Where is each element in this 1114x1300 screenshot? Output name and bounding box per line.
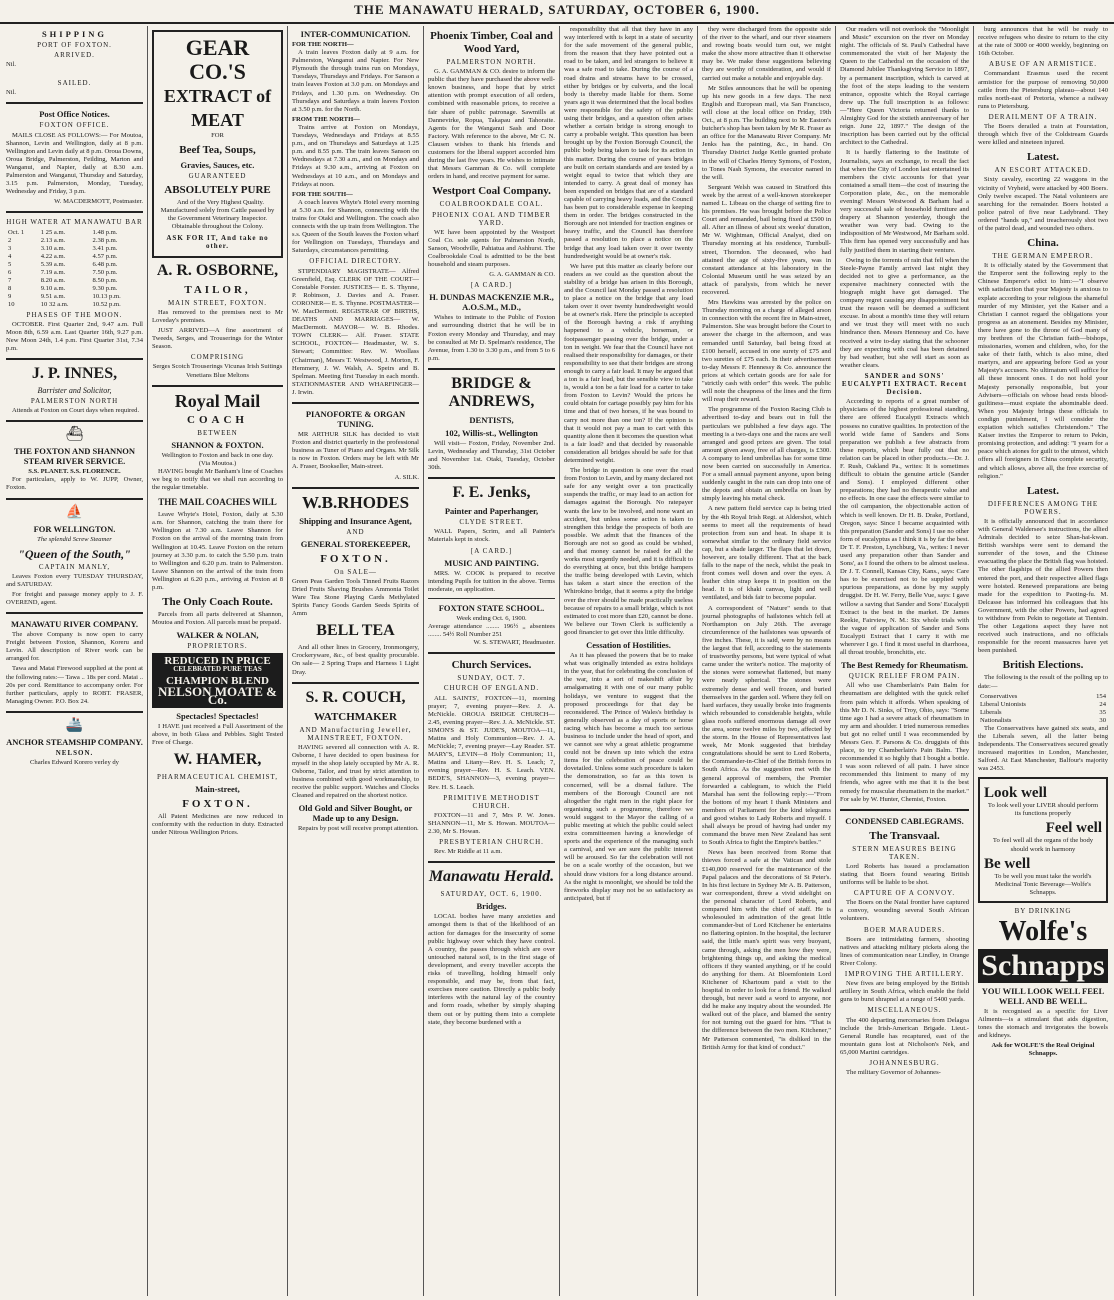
- be-well: Be well: [984, 855, 1031, 872]
- election-cell: 154: [1096, 692, 1106, 700]
- church-eng: CHURCH OF ENGLAND.: [443, 684, 540, 693]
- election-cell: Conservatives: [980, 692, 1018, 700]
- sander-title: SANDER and SONS' EUCALYPTI EXTRACT. Recent Decision.: [841, 371, 968, 397]
- phoenix-coal: PHOENIX COAL AND TIMBER YARD.: [432, 210, 551, 227]
- armistice-text: Commandant Erasmus used the recent armistice for the purpose of removing 50,000 cattle from the Pietersburg plateau—about 140 miles north-east of Pretoria, whence a railway runs to Pietersburg.: [978, 70, 1108, 110]
- moon-title: PHASES OF THE MOON.: [26, 310, 123, 319]
- storekeeper: GENERAL STOREKEEPER,: [300, 538, 411, 549]
- innes-text: Attends at Foxton on Court days when required.: [12, 407, 140, 415]
- church-title: Church Services.: [451, 659, 532, 672]
- marauders-text: Boers are intimidating farmers, shooting natives and attacking military pickets along the lines of communication near Lindley, in Orange River Colony.: [840, 935, 969, 967]
- bridge-andrews: BRIDGE & ANDREWS,: [448, 374, 535, 410]
- osborne-arrived: JUST ARRIVED—A fine assortment of Tweeds, Serges, and Trouserings for the Winter Season.: [152, 327, 283, 351]
- steamer-apply: For particulars, apply to W. JUPP, Owner, Foxton.: [6, 476, 143, 492]
- tide-cell: 4.22 a.m.: [40, 252, 66, 260]
- artillery-title: IMPROVING THE ARTILLERY.: [844, 970, 965, 979]
- mackenzie-text: Wishes to intimate to the Public of Foxton and surrounding district that he will be in Foxton every Monday and Thursday, and may be consulted at Mr D. Spelman's residence, The Avenue, from 1.30 to 3.30 p.m., and from 5 to 6 p.m.: [428, 314, 555, 362]
- gear-quality: And of the Very Highest Quality. Manufactured solely from Cattle passed by the Government Veterinary Inspector. Obtainable throughout the Colony.: [160, 199, 275, 231]
- osborne-street: MAIN STREET, FOXTON.: [167, 298, 268, 307]
- column-3: [288, 26, 424, 1296]
- from-north: FROM THE NORTH—: [292, 115, 360, 123]
- tide-cell: 9: [8, 292, 12, 300]
- tide-row: [6, 237, 143, 245]
- sailed-heading: SAILED.: [57, 79, 92, 88]
- rates-text: Tawa and Matai Firewood supplied at the pont at the following rates:— Tawa .. 18s per cord. Matai .. 20s per cord. Remittance to accompany order. For further particulars, apply to ROBT. FRASER, Managing Owner. P.O. Box 24.: [6, 665, 143, 705]
- on-sale: On SALE—: [334, 567, 377, 576]
- column-8: [974, 26, 1112, 1296]
- sailed-value: Nil.: [6, 89, 17, 97]
- osborne-name: A. R. OSBORNE,: [156, 261, 279, 279]
- jeweller: AND Manufacturing Jeweller, MAINSTREET, FOXTON.: [299, 725, 412, 742]
- election-table: [978, 693, 1108, 725]
- moon-text: OCTOBER. First Quarter 2nd, 9.47 a.m. Full Moon 8th, 6.59 a.m. Last Quarter 16th, 9.27 p.m. New Moon 24th, 1.4 p.m. First Quarter 31st, 7.34 p.m.: [6, 320, 143, 352]
- couch-text: HAVING severed all connection with A. R. Osborne, I have decided to open business for myself in the shop lately occupied by Mr A. R. Osborne, Tailor, and trust by strict attention to business combined with good workmanship, to receive the public support. Watches and Clocks Cleaned and repaired on the shortest notice.: [292, 743, 419, 800]
- gear-ask: ASK FOR IT, And take no other.: [166, 233, 269, 250]
- nelson-heading: NELSON.: [55, 748, 94, 757]
- news-b-text-3: Owing to the torrents of rain that fell when the Steele-Payne Family arrived last night they decided not to give a performance, as the expensive machinery connected with the biograph might have got damaged. The company regret causing any disappointment but trust the reason will be deemed a sufficient excuse. In about a month's time they will return and we trust they will meet with no such hindrance then. Messrs Hennessy and Co. have received a wire to-day stating that the schooner they are expecting with coal has been detained by bad weather, but she will start as soon as weather clears.: [840, 256, 969, 369]
- tide-title: HIGH WATER AT MANAWATU BAR: [6, 218, 143, 227]
- presb-text: Rev. Mr Riddle at 11 a.m.: [434, 848, 503, 856]
- to-look: To look well your LIVER should perform its functions properly: [987, 802, 1099, 818]
- column-4: [424, 26, 560, 1296]
- via-moutoa: (Via Moutoa.): [198, 459, 237, 467]
- latest-title: Latest.: [1026, 151, 1060, 164]
- tide-cell: 9.30 p.m.: [92, 284, 118, 292]
- church-text: ALL SAINTS', FOXTON—11, morning prayer; 7, evening prayer—Rev. J. A. McNickle. OROUA BRIDGE CHURCH—2.45, evening prayer—Rev. J. A. McNickle. ST. SIMON'S & ST. JUDE'S, MOUTOA—11, Matins and Holy Communion—Rev. J. A. McNickle; 7, evening prayer—Lay Reader. ST. MARY'S, LEVIN—8 Holy Communion; 11, Matins and Litany—Rev. H. S. Leach; 7, evening prayer—Rev. H. S. Leach. VEN. BEDE'S, SHANNON—3, evening prayer—Rev. H. S. Leach.: [428, 694, 555, 791]
- phoenix-place: PALMERSTON NORTH.: [446, 58, 537, 66]
- tide-cell: 8.20 a.m.: [40, 276, 66, 284]
- official-directory: OFFICIAL DIRECTORY.: [309, 257, 402, 266]
- tide-cell: 10.13 p.m.: [92, 292, 121, 300]
- tide-cell: 10 32 a.m.: [40, 300, 69, 308]
- phoenix-text: G. A. GAMMAN & CO. desire to inform the public that they have purchased the above well-known business, and hope that by strict attention with prompt execution of all orders, combined with reasonable prices, to receive a fair share of public patronage. Sawmills at Dannevirke, Ropua, Takapau and Tahoraite. Agents for the Wanganui Sash and Door Factory. With reference to the above, Mr C. N. Clausen wishes to thank his friends and customers for the liberal support accorded him during the last five years. He wishes to intimate that Messrs Gamman & Co. will complete orders in hand, and receive payment for same.: [428, 68, 555, 181]
- gamman: G. A. GAMMAN & CO.: [489, 271, 555, 279]
- you-will: YOU WILL LOOK WELL FEEL WELL AND BE WELL.: [981, 985, 1105, 1006]
- card-label-2: [A CARD.]: [470, 546, 513, 555]
- steamer-title: THE FOXTON AND SHANNON STEAM RIVER SERVICE.: [14, 446, 135, 467]
- election-row: [978, 693, 1108, 701]
- marauders-title: BOER MARAUDERS.: [863, 925, 946, 934]
- tailor: TAILOR,: [184, 283, 251, 296]
- card-label: [A CARD.]: [470, 281, 513, 290]
- election-cell: 30: [1099, 716, 1106, 724]
- tide-cell: 7.19 a.m.: [40, 268, 66, 276]
- phoenix-title: Phoenix Timber, Coal and Wood Yard,: [430, 30, 553, 55]
- for-wellington: FOR WELLINGTON.: [33, 523, 116, 534]
- piano-text: MR ARTHUR SILK has decided to visit Foxton and district quarterly in the professional business as Tuner of Piano and Organs. Mr Silk is now in Foxton. Orders may be left with Mr A. Fraser, Bookseller, Main-street.: [292, 431, 419, 471]
- news-text-3: Sergeant Welsh was caused in Stratford this week by the arrest of a well-known storekeeper named L. Libeau on the charge of setting fire to his premises. He was brought before the Police Court and remanded, bail being fixed at £500 in all. After an illness of about six weeks' duration, Mr W. Wightman, Official Analyst, died on Thursday morning at his residence, Turnbull-street, Thorndon. The deceased, who had attained the age of sixty-five years, was in constant attendance at his laboratory in the Colonial Museum until he was seized by an attack of paralysis, from which he never recovered.: [702, 183, 831, 296]
- tide-cell: 5.39 a.m.: [40, 260, 66, 268]
- postmaster: W. MACDERMOTT, Postmaster.: [54, 198, 143, 206]
- methodist-text: FOXTON—11 and 7, Mrs P. W. Jones. SHANNON—11, Mr S. Howan. MOUTOA—2.30, Mr S. Howan.: [428, 811, 555, 835]
- tide-cell: 3.41 p.m.: [92, 244, 118, 252]
- bridges-title: Bridges.: [476, 901, 507, 912]
- mails-text: MAILS CLOSE AS FOLLOWS:— For Moutoa, Shannon, Levin and Wellington, daily at 8 p.m. Wellington and Levin daily at 8 p.m. Oroua Downs, Oroua Bridge, Palmerston, Feilding, Marton and Wanganui, and Napier, daily at 8.30 a.m. Palmerston and Wanganui, Thursday and Saturday, 3.15 p.m. Palmerston, Monday, Tuesday, Wednesday and Friday, 3 p.m.: [6, 131, 143, 196]
- jenks-text: WALL Papers, Scrim, and all Painter's Materials kept in stock.: [428, 528, 555, 544]
- river-company: MANAWATU RIVER COMPANY.: [10, 619, 139, 630]
- post-office-title: Post Office Notices.: [39, 109, 110, 120]
- tide-cell: 3: [8, 244, 12, 252]
- derail-text: The Boers derailed a train at Fourstation, through which five of the Coldstream Guards were killed and nineteen injured.: [978, 123, 1108, 147]
- herald-date: SATURDAY, OCT. 6, 1900.: [440, 890, 543, 899]
- for-label: FOR: [211, 132, 224, 139]
- repairs: Repairs by post will receive prompt attention.: [298, 825, 419, 833]
- tide-row: [6, 301, 143, 309]
- splendid: The splendid Screw Steamer: [37, 535, 112, 543]
- north-text: A train leaves Foxton daily at 9 a.m. for Palmerston, Wanganui and Napier. For New Plymouth the through trains run on Mondays, Tuesdays, Thursdays and Fridays. For Sanson a train leaves Foxton at 3.0 p.m. on Mondays and Fridays, and 1.30 p.m. on Wednesday. On Thursdays and Saturdays a train leaves Foxton at 3.50 p.m. for the North.: [292, 49, 419, 113]
- queen-title: "Queen of the South,": [18, 546, 131, 561]
- news-b-text-1: Our readers will not overlook the "Moonlight and Music" excursion on the river on Monday night. The officials of St. Paul's Cathedral have commemorated the visit of her Majesty the Queen to the Cathedral on the occasion of the Diamond Jubilee Thanksgiving Service in 1897, by a permanent inscription, which is carved at the foot of the steps leading to the western entrance, opposite which the Royal carriage drew up. The full inscription is as follows:—"Here Queen Victoria returned thanks to Almighty God for the sixtieth anniversary of her reign. June 22, 1897." The design of the inscription has been carried out by the official architect to the Cathedral.: [840, 26, 969, 147]
- hamer-foxton: FOXTON.: [182, 798, 253, 811]
- tide-cell: 6.48 p.m.: [92, 260, 118, 268]
- sander-text: According to reports of a great number of physicians of the highest professional standing, there are offered Eucalypti Extracts which possess no curative qualities. In protection of the world wide fame of Sanders and Sons preparation we publish a few abstracts from these reports, which bear fully out that no relation can be placed in other products.—Dr. J. F. Rush, Oakland Pa., writes: It is sometimes difficult to obtain the genuine article (Sander and Sons). I employed different other preparations; they had no therapeutic value and no effects. In one case the effects were similar to the oil campanion, the objectionable action of which is well known. Dr H. B. Drake, Portland, Oregon, says: Since I became acquainted with this preparation (Sander and Sons) I use no other form of eucalyptus as I think it is by far the best. Dr T. F. Preston, Lynchburg, Va., writes: I never used any preparation other than Sander and Sons', as I found the others to be almost useless. Dr J. T. Connell, Kansas City, Kans., says: Care has to be exercised not to be supplied with spurious preparations, as done by my supply druggist. Dr H. W. Ferry, Belle Vue, says: I gave willow a saving that Sander and Sons' Eucalypti Extract is the best in the market. Dr James Reekie, Fairview, N. M.: Six whole trials with the vague of application of Sander and Sons Eucalypti Extract that I carry it with me wherever I go. I find it most useful in diarrhoea, all throat trouble, bronchitis, etc.: [840, 398, 969, 657]
- article-text-3: The bridge in question is one over the road from Foxton to Levin, and by many declared not safe for any weight over a ton practically suspends the traffic, or may lead to an action for damages against the Borough. No ratepayer wants the law to be involved, and none want an accident, but unless some action is taken to strengthen this bridge the prospects of both are possible. We admit that the finances of the Borough are not so good as could be wished, and that money cannot be raised for all the works most urgently needed, and it is difficult to do everything at once, but this bridge hampers the traffic being developed with Levin, which has taken a start since the erection of the Whirokino bridge, that it seems a pity the bridge over the river should be made practically useless because of repairs to a small bridge, which is not estimated to cost more than £20, cannot be done. We believe our Town Clerk is sufficiently a good financier to get over this little difficulty.: [564, 467, 693, 636]
- tea-text: CELEBRATED PURE TEAS: [173, 665, 262, 674]
- rhodes-and: AND: [346, 527, 365, 536]
- election-cell: 24: [1099, 700, 1106, 708]
- wolfe-title: Wolfe's: [998, 915, 1088, 947]
- remedy-text: All who use Chamberlain's Pain Balm for rheumatism are delighted with the quick relief from pain which it affords. When speaking of this Mr D. N. Sinks, of Troy, Ohio, says: "Some time ago I had a severe attack of rheumatism in my arm and shoulder. I tried numerous remedies but got no relief until I was recommended by Messrs Geo. F. Parsons & Co. druggists of this place, to try Chamberlain's Pain Balm. They recommended it so highly that I bought a bottle. I was soon relieved of all pain. I have since recommended this liniment to many of my friends, who agree with me that it is the best remedy for muscular rheumatism in the market." For sale by W. Hunter, Chemist, Foxton.: [840, 682, 969, 803]
- tea-banner: REDUCED IN PRICE: [164, 655, 271, 668]
- tide-row: [6, 229, 143, 237]
- methodist: PRIMITIVE METHODIST CHURCH.: [443, 793, 540, 810]
- election-cell: Liberal Unionists: [980, 700, 1026, 708]
- news-text-1: they were discharged from the opposite side of the river to the wharf, and our river steamers and rowing boats would turn out, we might make the show more attractive than it otherwise may be. We make these suggestions believing they are worthy of consideration, and would if carried out make a notable and enjoyable day.: [702, 26, 831, 82]
- beef-tea: Beef Tea, Soups,: [179, 144, 256, 157]
- arrived-value: Nil.: [6, 61, 17, 69]
- attendance: Average attendance ........ 196½ ,, absentees ........ 54½ Roll Number 251: [428, 623, 555, 639]
- bell-text: And all other lines in Grocery, Ironmongery, Crockeryware, &c., of best quality procurable. On sale— 2 Spring Traps and Harness 1 Light Dray.: [292, 644, 419, 676]
- article-text-2: We have put this matter as clearly before our readers as we could as the question about the stability of a bridge has arisen in this Borough, and the Council last Monday passed a resolution to place a notice on the bridge that any load taken over it over twenty hundredweight would be at owner's risk. Here the principle is accepted of the Borough having a risk if anything happened to a vehicle, horseman, or footpassenger passing over the bridge, under a ton in weight. We fear that the Council have not realised their responsibility for damages, or their responsibility to see that their bridges are strong enough to carry a fair load. It may be argued that a ton is a fair load, but the sensible view to take is, would a ton be a fair load for a carter to take from Foxton to Levin? Would the prices he could obtain for cartage possibly pay him for his time and that of two horses, if he was bound to carry not more than one ton? If the opinion is that it would not pay a man to cart with this quantity alone then it becomes the question what is a fair load? and that decided by reasonable consideration all bridges should be safe for that determined weight.: [564, 262, 693, 464]
- tide-row: [6, 245, 143, 253]
- post-office-sub: FOXTON OFFICE.: [39, 121, 110, 130]
- news-text-2: Mr Stiles announces that he will be opening up his new goods in a few days. The next English and European mail, via San Francisco, will close at the local office on Friday, 19th Oct., at 8 p.m. The building next to Mr Easton's butcher's shop has been taken by Mr R. Fraser as an office for the Manawatu River Company. Mr Jenks has the painting, &c., in hand. On Thursday District Judge Kettle granted probate in the will of Charles Henry Symons, of Foxton, to Tones Nash Symons, the executor named in the will.: [702, 84, 832, 181]
- church-date: SUNDAY, OCT. 7.: [457, 674, 526, 683]
- tide-cell: 3.10 a.m.: [40, 244, 66, 252]
- pure: ABSOLUTELY PURE: [164, 184, 271, 197]
- nelson-moate: NELSON MOATE & Co.: [158, 683, 277, 707]
- convoy-text: The Boers on the Natal frontier have captured a convoy, wounding several South African volunteers.: [840, 899, 969, 923]
- herald-title: Manawatu Herald.: [428, 868, 555, 886]
- tide-row: [6, 293, 143, 301]
- spectacles: Spectacles! Spectacles!: [176, 710, 259, 721]
- mackenzie-name: H. DUNDAS MACKENZIE M.R., A.O.S.M., M.D.,: [429, 292, 554, 313]
- between: BETWEEN: [197, 428, 238, 437]
- comprising: COMPRISING: [190, 353, 245, 362]
- walker-nolan: WALKER & NOLAN,: [176, 630, 259, 641]
- painter: Painter and Paperhanger,: [444, 506, 539, 517]
- schnapps-text: It is recognised as a specific for Liver Ailments—is a stimulant that aids digestion, tones the stomach and invigorates the bowels and kidneys.: [978, 1007, 1108, 1040]
- rhodes-sub: Shipping and Insurance Agent,: [299, 515, 412, 526]
- extract-title: EXTRACT of MEAT: [163, 86, 272, 130]
- look-well: Look well: [984, 785, 1047, 802]
- proprietors: PROPRIETORS.: [187, 642, 248, 651]
- guaranteed: GUARANTEED: [188, 172, 247, 181]
- tide-cell: 5: [8, 260, 12, 268]
- election-row: [978, 701, 1108, 709]
- port-heading: PORT OF FOXTON.: [37, 41, 112, 49]
- coach-heading: COACH: [187, 413, 248, 426]
- news-text-6: A new pattern field service cap is being tried by the 4th Royal Irish Regt. at Aldershot, which seems to meet all the requirements of head protection from sun and heat. In shape it is somewhat similar to the ordinary field service cap, but a shade larger. The flaps that let down, however, are totally different. That at the back falls to the nape of the neck, whilst the peak in front comes well down and over the eyes. A leather chin strap keeps it in position on the head. It is of khaki canvas, light and well ventilated, and bids fair to become popular.: [702, 505, 831, 602]
- news-b-text-2: It is hardly flattering to the Institute of Journalists, says an exchange, to recall the fact that when the City of London last entertained its members the civic accounts for that year contained a small item—the cost of insuring the Corporation plate, &c., on the memorable evening! Messrs Westwood & Barham had a very successful sale of household furniture and drapery at Shannon yesterday, though the weather was very bad. Owing to the indisposition of Mr Westwood, Mr Barham sold. This firm has opened very successfully and has fully justified them in starting their venture.: [840, 149, 969, 254]
- music-text: MRS. W. COOK is prepared to receive intending Pupils for tuition in the above. Terms moderate, on application.: [428, 569, 555, 593]
- feel-well: Feel well: [1045, 820, 1102, 837]
- mail-coaches: THE MAIL COACHES WILL: [158, 497, 277, 508]
- tide-row: [6, 261, 143, 269]
- anchor-tail: Charles Edward Korero verley dy: [30, 759, 119, 767]
- stewart: W. S. STEWART, Headmaster.: [473, 639, 555, 647]
- captain: CAPTAIN MANLY,: [38, 562, 111, 571]
- misc-text: The 400 departing mercenaries from Delagoa include the Irish-American Brigade. Lieut.-General Rundle has recaptured, east of the mountain guns lost at Nicholson's Nek, and 65,000 Martini cartridges.: [840, 1016, 969, 1056]
- news-text-7: A correspondent of "Nature" sends to that journal photographs of hailstones which fell at Northampton on July 26th. The average circumference of the hailstones was upwards of five inches. These, it is said, were by no means the largest that fell, according to the statements of trustworthy persons, but were typical of what came under the writer's notice. The majority of the stones were somewhat flattened, but many were nearly spherical. The stones were extremely dense and well frozen, and buried themselves in the garden soil. Where they fell on hard surfaces, they usually broke into fragments which rebounded to considerable heights, while glass roofs suffered enormous damage all over the area, some twelve miles by two, affected by the storm. In the House of Representatives last week, Mr Monk suggested that birthday congratulations should be sent to Lord Roberts, the Commander-in-Chief of the British forces in South Africa. As the suggestion met with the general approval of members, the Premier forwarded a cablegram, to which the Field Marshal has sent the following reply:—"From the bottom of my heart I thank Ministers and members of Parliament for the kind telegrams and good wishes to Lady Roberts and myself. I shall always be proud of having had under my command the brave men New Zealand has sent to South Africa to fight the Empire's battles.": [702, 604, 831, 847]
- tide-cell: 4: [8, 252, 12, 260]
- coach-text: Wellington to Foxton and back in one day.: [161, 451, 274, 459]
- tide-cell: 8: [8, 284, 12, 292]
- misc-title: MISCELLANEOUS.: [867, 1006, 942, 1015]
- column-6: [698, 26, 836, 1296]
- column-7: [836, 26, 974, 1296]
- mail-text: Leave Whyte's Hotel, Foxton, daily at 5.30 a.m. for Shannon, catching the train there for Wellington at 7.30 a.m. Leave Shannon for Foxton on the arrival of the morning train from Wellington at 10.45. Leave Foxton on the return journey at 3.30 p.m. to catch the 5.50 p.m. train to Wellington and 6.20 p.m. train to Palmerston. Leave Shannon on the arrival of the train from Wellington at 6.20 p.m., arriving at Foxton at 8 p.m.: [152, 511, 283, 591]
- dentists: DENTISTS,: [469, 414, 514, 425]
- champion: CHAMPION BLEND: [166, 674, 269, 687]
- article-text-1: responsibility that all that they have in any way interfered with is kept in a state of security for the safe movement of the general public, from the reason that they have pointed out a road to be taken, and led strangers to believe it was a safe road to take. During the course of a road drains and streams have to be crossed, either by bridges or by culverts, and the local body is thereby made liable for them. Some years ago it was determined that the local bodies were responsible for the safety of the public using their bridges, and a question often arises whether a certain bridge is strong enough to carry a probable weight. This question has been brought up by the Foxton Borough Council, the public body being taken to task for its action in this matter. During the course of years bridges are built on certain standards and are tested by a weight equal to twice that which they are intended to carry. A great deal of money has been expended on bridges that are of a standard capable of carrying heavy loads, and the Council has been put to considerable expense in keeping them in order. The bridges constructed in the Borough are not intended for traction engines or heavy traffic, and the Council has therefore passed a resolution to place a notice on the bridge that any load taken over it over twenty hundredweight would be at owner's risk.: [564, 26, 693, 260]
- tide-cell: 7.50 p.m.: [92, 268, 118, 276]
- jo-title: JOHANNESBURG.: [869, 1058, 940, 1067]
- tide-row: [6, 269, 143, 277]
- tea-ad: [152, 653, 283, 707]
- anchor-ship-icon: 🚢: [65, 717, 84, 733]
- leaves-text: Leaves Foxton every TUESDAY THURSDAY, and SATURDAY.: [6, 572, 143, 588]
- column-5: [560, 26, 698, 1296]
- westport-text: WE have been appointed by the Westport Coal Co. sole agents for Palmerston North, Sanson, Woodville, Pahiatua and Ashhurst. The Coalbrookdale Coal is admitted to be the best household and steam purposes.: [428, 228, 555, 269]
- column-2: [148, 26, 288, 1296]
- hamer-name: W. HAMER,: [173, 751, 262, 769]
- column-1: [2, 26, 148, 1296]
- arrived-heading: ARRIVED.: [54, 51, 95, 60]
- music-title: MUSIC AND PAINTING.: [444, 557, 539, 568]
- tide-cell: 2.38 p.m.: [92, 236, 118, 244]
- tide-cell: 1 25 a.m.: [40, 228, 66, 236]
- bridges-text: LOCAL bodies have many anxieties and amongst them is that of the likelihood of an action for damages for the insecurity of some public highway over which they have control. A country, the passes through which are over untouched natural soil, is in the first stage of development, and every traveller accepts the risks of travelling, holding himself only responsible, and may be, from that fact, exercises more caution. Directly a public body interferes with the natural lay of the country and form roads, whether by simply shaping them out or by putting them into a complete state, they become burdened with a: [428, 913, 555, 1026]
- hamer-chemist: PHARMACEUTICAL CHEMIST,: [156, 773, 278, 782]
- rhodes-title: W.B.RHODES: [301, 492, 410, 512]
- tide-cell: 4.57 p.m.: [92, 252, 118, 260]
- quick-relief: QUICK RELIEF FROM PAIN.: [848, 672, 961, 681]
- emperor-text: It is officially stated by the Government that the Emperor sent the following reply to the Chinese Emperor's edict to him:—"I observe with satisfaction that your Majesty is anxious to explate according to your religious the shameful murder of my Minister, yet the Kaiser and a Christian I cannot regard the obligations your progress as an atonement. Besides my Minister, there have gone to the throne of God many of my brethren of the Christian faith—bishops, missionaries, women and children, who, for the sake of their faith, which is also mine, died martyrs, and are appearing before God as your Majesty's accusers. No ultimatum will suffice for all these innocent ones. I do not hold your Majesty personally responsible, but your Advisers—officials on whose head rests blood-guiltiness—must expiate the abominable deed. When you Majesty brings these officials to condign punishment, I will consider the expiation which satisfies Christendom." The Kaiser invites the Emperor to return to Pekin, promising protection, and adding: "I yearn for a peace which atones for guilt to the utmost, which offers all foreigners in China complete security, and which allows, above all, the free exercise of religion.": [978, 262, 1108, 480]
- ship-icon: ⛵: [65, 504, 84, 520]
- couch-name: S. R. COUCH,: [305, 688, 406, 706]
- bridge-text: Will visit— Foxton, Friday, November 2nd. Levin, Wednesday and Thursday, 31st October and November 1st. Otaki, Tuesday, October 30th.: [428, 439, 555, 472]
- masthead: THE MANAWATU HERALD, SATURDAY, OCTOBER 6, 1900.: [0, 0, 1114, 24]
- to-feel: To feel well all the organs of the body should work in harmony: [992, 837, 1094, 853]
- differences-text: It is officially announced that in accordance with General Waldersee's instructions, the allied Admirals decided to seize Shan-hai-kwan. British warships were sent to demand the surrender of the town, and the Chinese evacuating the place the British flag was hoisted. The other flagships of the allied Powers then entered the port, and their respective allied flags were hoisted. Renewed preparations are being made for the expedition to Paoting-fu. M. Delcasse has informed his colleagues that his Government, with the other Powers, had agreed to withdraw from Pekin to negotiate at Tientsin. The other Legations aspect they have not received such instructions, and no officials responsible for the recent massacres have yet been punished.: [978, 517, 1108, 655]
- patent-text: All Patent Medicines are now reduced in conformity with the reduction in duty. Extracted under Nitrous Wellington Prices.: [152, 813, 283, 837]
- cessation-title: Cessation of Hostilities.: [586, 640, 671, 651]
- tide-cell: 1.48 p.m.: [92, 228, 118, 236]
- presbyterian: PRESBYTERIAN CHURCH.: [439, 838, 544, 847]
- shipping-heading: SHIPPING: [41, 29, 108, 39]
- article-text-4: As it has pleased the powers that be to make what was originally intended as extra holidays in the year, that for celebrating the conclusion of the war, into a sort of makeshift affair by amalgamating it with one of our many public holidays, we venture to suggest that the proposed proceedings for that day be reconsidered. The Prince of Wales's birthday is generally observed as a day of sports or horse racing which has become a much too serious business to include under the head of sport, and we cannot see why a great athletic programme could not be drawn up into which the extra items for the celebration of peace could be dovetailed. Unless some such procedure is taken the demonstration, so far as this town is concerned, will be a dismal failure. The members of the Borough Council are not altogether the right men in the right place for organising such a programme, therefore we would suggest to the Mayor the calling of a public meeting at which the public could select extra committeemen having a knowledge of sports and the experience of the managing such a carnival, and we are sure the public interest will be aroused. So far the celebration will not be on a scale worthy of the occasion, but we should draw visitors for a long distance around. As the night is moonlight, we should be told the fireworks display may not be so satisfactory as anticipated, but if: [564, 652, 693, 902]
- schnapps-title: Schnapps: [978, 949, 1108, 983]
- jo-text: The military Governor of Johannes-: [846, 1069, 941, 1077]
- bell-tea: BELL TEA: [316, 622, 395, 640]
- elections-title: British Elections.: [1002, 659, 1084, 672]
- transvaal-title: The Transvaal.: [869, 829, 940, 842]
- condensed-title: CONDENSED CABLEGRAMS.: [845, 815, 964, 826]
- silk: A. SILK.: [394, 473, 419, 481]
- tide-cell: 2: [8, 236, 12, 244]
- jo-continued: burg announces that he will be ready to receive refugees who desire to return to the city at the rate of 3000 or 4000 weekly, beginning on 16th October.: [978, 26, 1108, 58]
- convoy-title: CAPTURE OF A CONVOY.: [853, 889, 956, 898]
- for-north: FOR THE NORTH—: [292, 41, 354, 48]
- election-cell: Liberals: [980, 708, 1002, 716]
- tide-cell: Oct. 1: [8, 228, 25, 236]
- anchor-company: ANCHOR STEAMSHIP COMPANY.: [6, 736, 143, 747]
- tide-cell: 10.52 p.m.: [92, 300, 121, 308]
- derail-title: DERAILMENT OF A TRAIN.: [988, 112, 1098, 121]
- directory-text: STIPENDIARY MAGISTRATE— Alfred Greenfield, Esq. CLERK OF THE COURT— Constable Forster. JUSTICES— E. S. Thynne, P. Robinson, J. Davies and A. Fraser. CORONER— E. S. Thynne. POSTMASTER— W. MacDermott. REGISTRAR OF BIRTHS, DEATHS AND MARRIAGES— W. MacDermott. MAYOR— W. B. Rhodes. TOWN CLERK— Alf. Fraser. STATE SCHOOL, FOXTON— Headmaster, W. S. Stewart; Committee: Rev. W. Woollass (Chairman), Messrs T. Westwood, J. Morton, F. Hemmery, J. W. Walsh, A. Speirs and B. Spelman. Meeting first Tuesday in each month. STATIONMASTER AND WHARFINGER— J. Irwin.: [292, 267, 419, 396]
- only-coach: The Only Coach Route.: [162, 596, 273, 609]
- innes-title: Barrister and Solicitor,: [37, 385, 112, 395]
- remedy-title: The Best Remedy for Rheumatism.: [840, 660, 969, 671]
- tide-cell: 7: [8, 276, 12, 284]
- freight-text: For freight and passage money apply to J. F. OVEREND, agent.: [6, 590, 143, 606]
- elections-text: The following is the result of the polling up to date:—: [978, 674, 1108, 690]
- clyde: CLYDE STREET.: [459, 518, 524, 527]
- osborne-text: Has removed to the premises next to Mr Loveday's premises.: [152, 308, 283, 324]
- goods-list: Serges Scotch Trouserings Vicunas Irish Suitings Venetians Blue Meltons: [152, 363, 283, 379]
- schnapps-ask: Ask for WOLFE'S the Real Original Schnapps.: [991, 1042, 1095, 1058]
- from-north-text: Trains arrive at Foxton on Mondays, Tuesdays, Wednesdays and Fridays at 8.55 p.m., and on Thursdays and Saturdays at 1.25 p.m. and 8.55 p.m. The train leaves Sanson on Wednesdays at 7.30 a.m., and on Mondays and Fridays at 9.30 a.m., arriving at Foxton on Wednesdays at 10 a.m., and on Mondays and Fridays at noon.: [292, 123, 419, 188]
- election-row: [978, 717, 1108, 725]
- state-school: FOXTON STATE SCHOOL.: [438, 602, 545, 613]
- westport-title: Westport Coal Company.: [432, 185, 551, 198]
- tide-cell: 9.10 a.m.: [40, 284, 66, 292]
- coalbrookdale: COALBROOKDALE COAL.: [439, 200, 544, 209]
- tide-cell: 10: [8, 300, 15, 308]
- by-drinking: BY DRINKING: [1014, 906, 1072, 915]
- tide-cell: 8.50 p.m.: [92, 276, 118, 284]
- news-text-8: News has been received from Rome that thieves forced a safe at the Vatican and stole £140,000 reserved for the maintenance of the Papal palaces and the decorations of St Peter's. In his first lecture in Sydney Mr A. B. Patterson, war correspondent, threw a vivid sidelight on the personal character of Lord Roberts, and compared him with the chief of staff. He is wholesouled in admiration of the great little commander-but of Lord Kitchener he entertains no flattering opinion. In the hospital, the lecturer said, the little man's spirit was very buoyant, came through, asking the men how they were, brightening things up, and asking the medical officers if they wanted anything, or if he could do anything for them. At Bloemfontein Lord Kitchener of Khartoum paid a visit to the hospital in order to look for a friend. He walked through, but never said a word to anyone, nor did he make any inquiry about the wounded. He walked out of the place, and blamed the sentry for not turning out the guard for him. "That is the difference between the two men. Kitchener," Mr Patterson commented, "is disliked in the British Army for that kind of conduct.": [702, 849, 831, 1051]
- piano-title: PIANOFORTE & ORGAN TUNING.: [305, 409, 406, 430]
- watchmaker: WATCHMAKER: [314, 710, 397, 723]
- latest-title-2: Latest.: [1026, 484, 1060, 497]
- innes-name: J. P. INNES,: [31, 364, 118, 382]
- steamer-icon: ⛴: [65, 427, 84, 443]
- news-text-4: Mrs Hawkins was arrested by the police on Thursday morning on a charge of alleged arson in connection with the recent fire in Main-street, Palmerston. She was brought before the Court to answer the charge in the afternoon, and was remanded until Saturday, bail being fixed at £100 herself, accused in one surety of £75 and two sureties of £75 each. In their advertisement to-day Messrs F. Hennessy & Co. announce the prices at which certain goods are for sale for "strictly cash with order" this week. The public will note the cheapness of the lines and the firm will reap their reward.: [702, 299, 831, 404]
- river-text: The above Company is now open to carry Freight between Foxton, Shannon, Koreru and Levin. All description of River work can be arranged for.: [6, 631, 143, 663]
- news-text-5: The programme of the Foxton Racing Club is advertised to-day and bears out in full the particulars we published a few days ago. The meeting is a two-days one and the races are well arranged and good prizes are given. The total amount given away, free of all charges, is £300. A company to lend umbrellas has for some time now been carried on successfully in America. For a small annual payment anyone, upon being suddenly caught in the rain can drop into one of the depots and obtain an umbrella on loan by simply leaving his metal check.: [702, 406, 831, 503]
- election-row: [978, 709, 1108, 717]
- tide-cell: 2.13 a.m.: [40, 236, 66, 244]
- tide-row: [6, 277, 143, 285]
- hamer-street: Main-street,: [195, 784, 240, 795]
- elections-text-2: The Conservatives have gained six seats, and the Liberals seven, all the latter being Independents. The Conservatives secured greatly increased majorities in London, Manchester, Salford. At East Manchester, Balfour's majority was 2453.: [978, 724, 1108, 773]
- parcels: Parcels from all parts delivered at Shannon, Moutoa and Foxton. All parcels must be prepaid.: [152, 611, 283, 627]
- election-cell: 35: [1099, 708, 1106, 716]
- for-south: FOR THE SOUTH—: [292, 190, 353, 198]
- election-cell: Nationalists: [980, 716, 1012, 724]
- old-gold: Old Gold and Silver Bought, or Made up to any Design.: [298, 803, 413, 824]
- south-text: A coach leaves Whyte's Hotel every morning at 5.30 a.m. for Shannon, connecting with the trains for Otaki and Wellington. The coach also connects with the up train from Wellington. The s.s. Queen of the South leaves the Foxton wharf for Wellington on Tuesdays, Thursdays and Saturdays, circumstances permitting.: [292, 198, 419, 255]
- rhodes-foxton: FOXTON.: [320, 552, 391, 565]
- emperor-title: THE GERMAN EMPEROR.: [992, 252, 1094, 261]
- sale-items: Green Peas Garden Tools Tinned Fruits Razors Dried Fruits Shaving Brushes Ammonia Toilet Ware Tea Stone Playing Cards Methylated Spirits Fancy Goods Garden Seeds Spirits of Amm: [292, 577, 419, 618]
- to-be: To be well you must take the world's Medicinal Tonic Beverage—Wolfe's Schnapps.: [994, 872, 1092, 896]
- intercomm-title: INTER-COMMUNICATION.: [300, 29, 411, 39]
- coach-text2: HAVING bought Mr Banham's line of Coaches we beg to notify that we shall run according to the regular timetable.: [152, 467, 283, 492]
- willis-st: 102, Willis-st., Wellington: [445, 427, 538, 438]
- differences-title: DIFFERENCES AMONG THE POWERS.: [987, 499, 1099, 516]
- gear-ad: [152, 30, 283, 258]
- jenks-name: F. E. Jenks,: [452, 484, 531, 502]
- artillery-text: New fives are being employed by the British artillery in South Africa, which enable the field guns to burst shrapnel at a range of 5400 yards.: [840, 980, 969, 1004]
- tide-row: [6, 253, 143, 261]
- gear-title: GEAR CO.'S: [185, 35, 250, 84]
- escort-title: AN ESCORT ATTACKED.: [994, 166, 1092, 175]
- tide-row: [6, 285, 143, 293]
- royal-mail: Royal Mail: [174, 390, 261, 411]
- spectacles-text: I HAVE just received a Full Assortment of the above, in both Glass and Pebbles. Sight Tested Free of Charge.: [152, 722, 283, 747]
- tide-table: [6, 229, 143, 309]
- tide-cell: 6: [8, 268, 12, 276]
- china-title: China.: [1027, 237, 1059, 250]
- stern-title: STERN MEASURES BEING TAKEN.: [852, 844, 957, 861]
- wolfe-ad: [978, 777, 1108, 903]
- steamer-names: S.S. PLANET. S.S. FLORENCE.: [28, 468, 121, 476]
- week-ending: Week ending Oct. 6, 1900.: [456, 614, 527, 622]
- innes-place: PALMERSTON NORTH: [30, 397, 119, 406]
- tide-cell: 9.51 a.m.: [40, 292, 66, 300]
- armistice-title: ABUSE OF AN ARMISTICE.: [989, 60, 1097, 69]
- shannon-foxton: SHANNON & FOXTON.: [171, 439, 264, 450]
- escort-text: Sixty cavalry, escorting 22 waggons in the vicinity of Vryheid, were attacked by 400 Boers. Only twelve escaped. The Natal volunteers are searching for the remainder. Boers hoisted a police patrol of five near Ladybrand. They ordered "hands up," and treacherously shot two of the patrol dead, and wounded two others.: [978, 176, 1108, 232]
- gravies: Gravies, Sauces, etc.: [180, 160, 255, 171]
- stern-text: Lord Roberts has issued a proclamation stating that Boers found wearing British uniforms will be liable to be shot.: [840, 862, 969, 887]
